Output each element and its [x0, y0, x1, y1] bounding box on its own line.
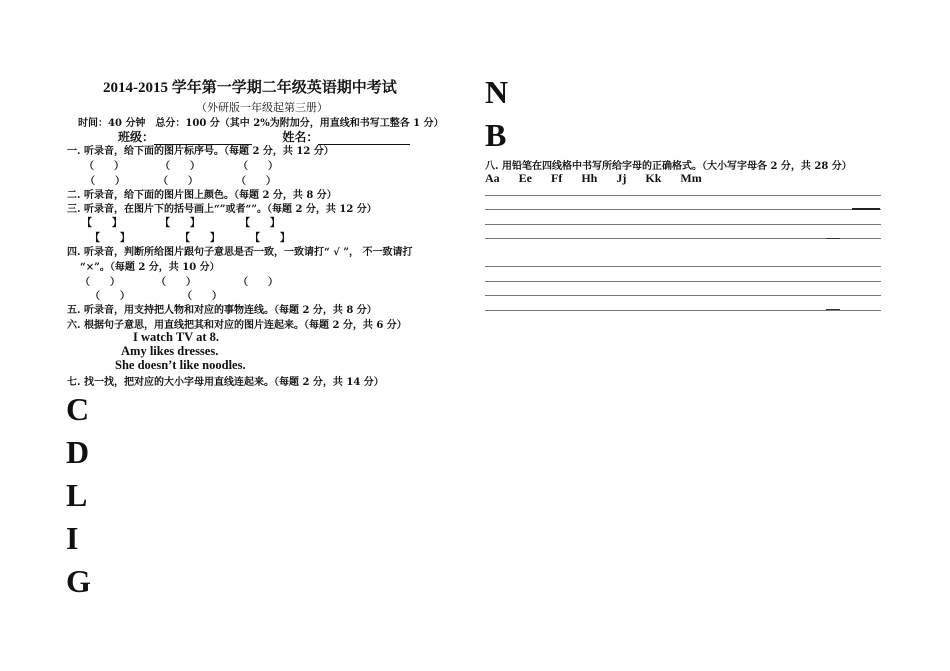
answer-bracket[interactable]: 【 】 [90, 233, 130, 244]
answer-bracket[interactable]: 【 】 [160, 218, 200, 229]
exam-title: 2014-2015 学年第一学期二年级英语期中考试 [103, 80, 397, 96]
answer-bracket[interactable]: 【 】 [82, 218, 122, 229]
answer-bracket[interactable]: 【 】 [240, 218, 280, 229]
answer-paren[interactable]: （ ） [85, 176, 125, 187]
question-4-cont: “×”。（每题 2 分，共 10 分） [80, 262, 220, 273]
question-3: 三. 听录音，在图片下的括号画上“”或者“”。（每题 2 分，共 12 分） [67, 204, 377, 215]
grid-mark [826, 309, 840, 310]
answer-paren[interactable]: （ ） [160, 161, 200, 172]
answer-paren[interactable]: （ ） [236, 176, 276, 187]
pair-kk: Kk [645, 171, 662, 185]
question-8: 八. 用铅笔在四线格中书写所给字母的正确格式。（大小写字母各 2 分，共 28 分） [485, 161, 852, 172]
grid-mark [826, 238, 840, 239]
exam-subtitle: （外研版一年级起第三册） [196, 101, 328, 114]
sentence-3: She doesn’t like noodles. [115, 358, 246, 372]
pair-jj: Jj [616, 171, 627, 185]
letter-D: D [66, 434, 90, 470]
answer-paren[interactable]: （ ） [90, 291, 130, 302]
letter-G: G [66, 563, 91, 599]
pair-aa: Aa [485, 171, 500, 185]
letter-L: L [66, 477, 88, 513]
name-label: 姓名： [282, 130, 319, 144]
pair-ee: Ee [518, 171, 533, 185]
question-1: 一. 听录音，给下面的图片标序号。（每题 2 分，共 12 分） [67, 146, 334, 157]
grid-line [485, 281, 881, 282]
exam-info: 时间：40 分钟 总分：100 分（其中 2%为附加分，用直线和书写工整各 1 分） [78, 118, 444, 129]
answer-bracket[interactable]: 【 】 [180, 233, 220, 244]
letter-pairs [485, 171, 716, 186]
question-2: 二. 听录音，给下面的图片图上颜色。（每题 2 分，共 8 分） [67, 190, 337, 201]
question-6: 六. 根据句子意思，用直线把其和对应的图片连起来。（每题 2 分，共 6 分） [67, 320, 407, 331]
letter-B: B [485, 117, 507, 153]
sentence-1: I watch TV at 8. [133, 330, 220, 344]
question-4: 四. 听录音，判断所给图片跟句子意思是否一致，一致请打“ √ ”， 不一致请打 [67, 247, 413, 258]
question-7: 七. 找一找，把对应的大小字母用直线连起来。（每题 2 分，共 14 分） [67, 377, 384, 388]
answer-bracket[interactable]: 【 】 [250, 233, 290, 244]
question-5: 五. 听录音，用支持把人物和对应的事物连线。（每题 2 分，共 8 分） [67, 305, 377, 316]
class-label: 班级： [118, 130, 155, 144]
grid-line [485, 238, 881, 239]
answer-paren[interactable]: （ ） [80, 277, 120, 288]
answer-paren[interactable]: （ ） [182, 291, 222, 302]
letter-C: C [66, 391, 90, 427]
grid-line [485, 224, 881, 225]
answer-paren[interactable]: （ ） [238, 277, 278, 288]
answer-paren[interactable]: （ ） [238, 161, 278, 172]
grid-line [485, 310, 881, 311]
grid-mark [852, 208, 880, 210]
grid-line [485, 266, 881, 267]
sentence-2: Amy likes dresses. [121, 344, 219, 358]
letter-N: N [485, 74, 509, 110]
grid-line [485, 295, 881, 296]
pair-mm: Mm [680, 171, 702, 185]
answer-paren[interactable]: （ ） [158, 176, 198, 187]
answer-paren[interactable]: （ ） [156, 277, 196, 288]
letter-I: I [66, 520, 79, 556]
answer-paren[interactable]: （ ） [84, 161, 124, 172]
grid-line [485, 195, 881, 196]
pair-hh: Hh [581, 171, 598, 185]
pair-ff: Ff [551, 171, 563, 185]
grid-line [485, 209, 881, 210]
